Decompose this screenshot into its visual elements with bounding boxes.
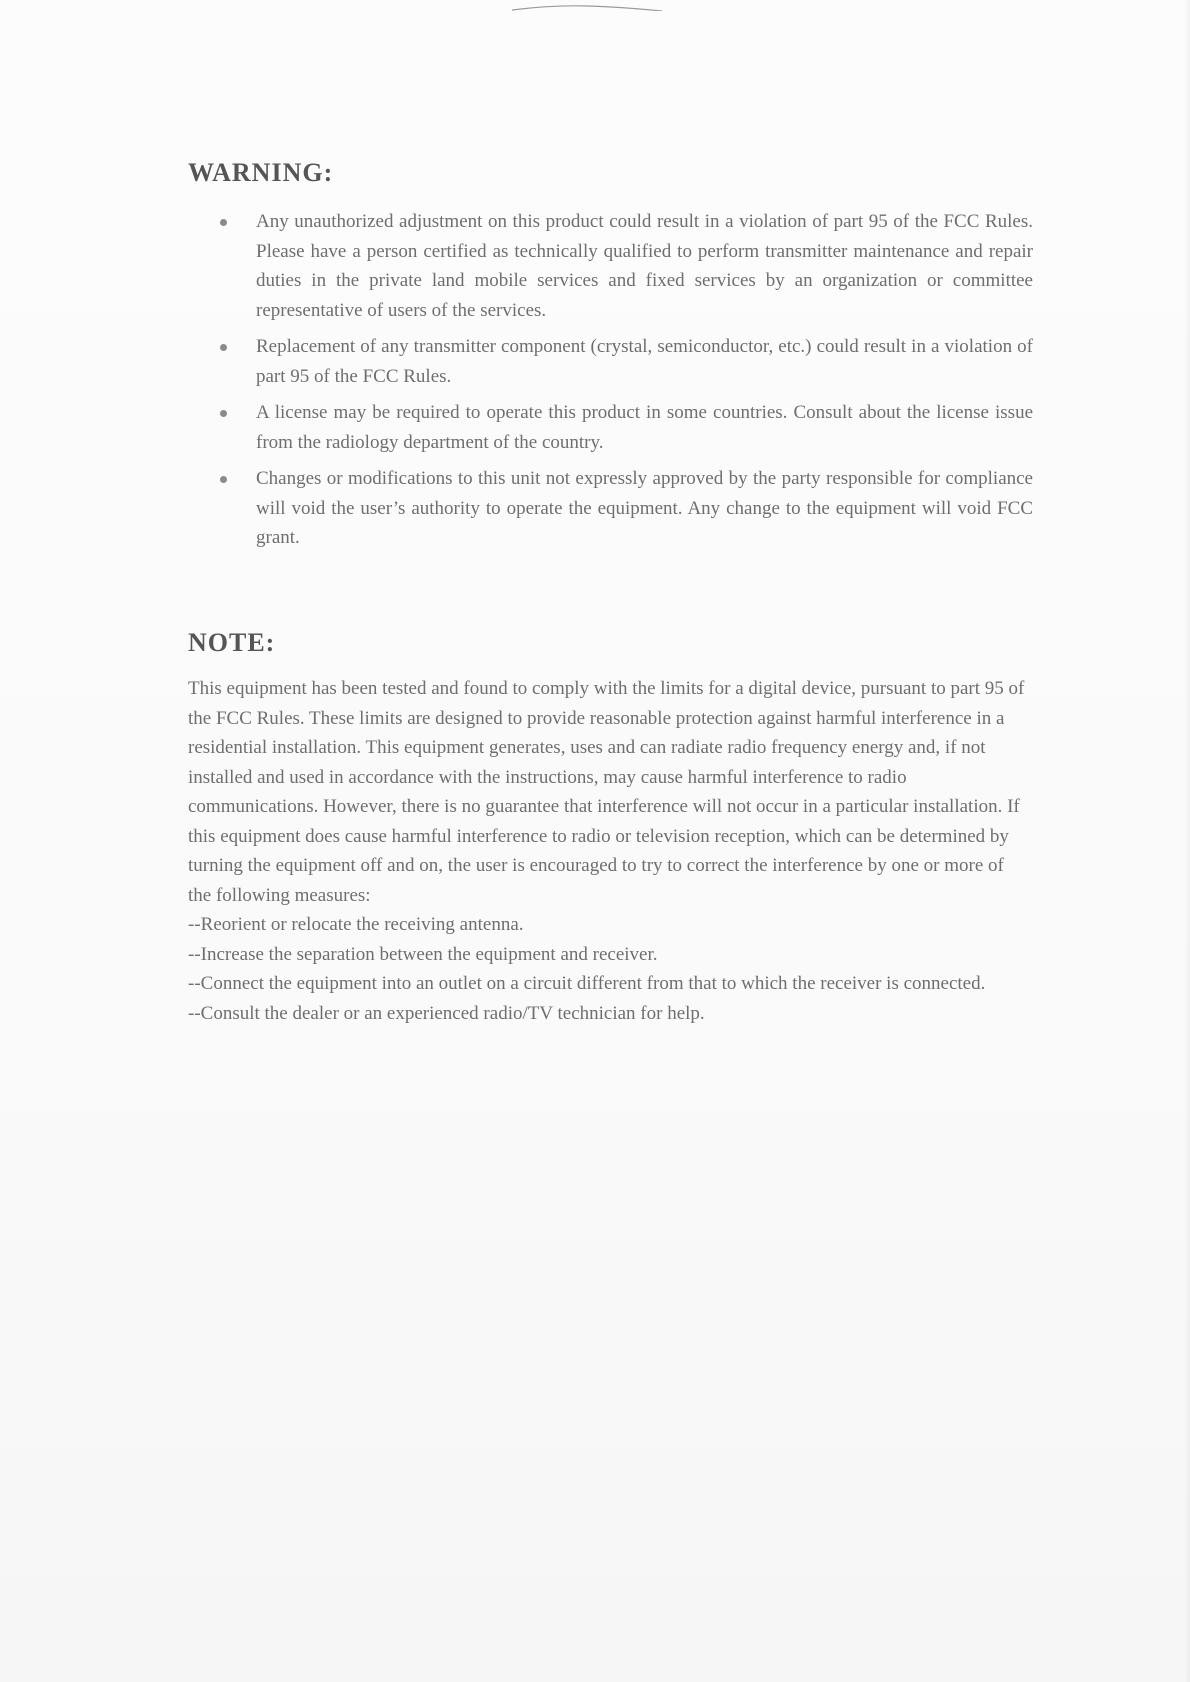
warning-item-text: A license may be required to operate this product in some countries. Consult about the license issue from the radiology department of the country. xyxy=(256,402,1033,453)
note-heading: NOTE: xyxy=(188,628,276,657)
list-item xyxy=(188,464,1033,553)
note-measure: --Connect the equipment into an outlet on a circuit different from that to which the receiver is connected. xyxy=(188,973,986,994)
warning-list xyxy=(188,207,1033,560)
list-item xyxy=(188,398,1033,457)
warning-item-text: Changes or modifications to this unit not expressly approved by the party responsible for compliance will void the user’s authority to operate the equipment. Any change to the equipment will void FCC grant. xyxy=(256,468,1033,548)
note-body xyxy=(188,674,1028,1028)
scan-mark xyxy=(512,5,662,11)
warning-heading: WARNING: xyxy=(188,158,334,187)
list-item xyxy=(188,332,1033,391)
bullet-icon xyxy=(220,344,227,351)
list-item xyxy=(188,207,1033,325)
bullet-icon xyxy=(220,476,227,483)
note-measure: --Consult the dealer or an experienced radio/TV technician for help. xyxy=(188,1002,705,1024)
bullet-icon xyxy=(220,410,227,417)
note-paragraph: This equipment has been tested and found to comply with the limits for a digital device, pursuant to part 95 of the FCC Rules. These limits are designed to provide reasonable protection against harmful interference in a residential installation. This equipment generates, uses and can radiate radio frequency energy and, if not installed and used in accordance with the instructions, may cause harmful interference to radio communications. However, there is no guarantee that interference will not occur in a particular installation. If this equipment does cause harmful interference to radio or television reception, which can be determined by turning the equipment off and on, the user is encouraged to try to correct the interference by one or more of the following measures: xyxy=(188,678,1025,906)
warning-item-text: Replacement of any transmitter component (crystal, semiconductor, etc.) could result in a violation of part 95 of the FCC Rules. xyxy=(256,336,1033,387)
note-measure: --Increase the separation between the equipment and receiver. xyxy=(188,943,658,965)
warning-item-text: Any unauthorized adjustment on this product could result in a violation of part 95 of the FCC Rules. Please have a person certified as technically qualified to perform transmitter maintenance and repair duties in the private land mobile services and fixed services by an organization or committee representative of users of the services. xyxy=(256,211,1033,321)
bullet-icon xyxy=(220,219,227,226)
note-measure: --Reorient or relocate the receiving antenna. xyxy=(188,914,524,935)
